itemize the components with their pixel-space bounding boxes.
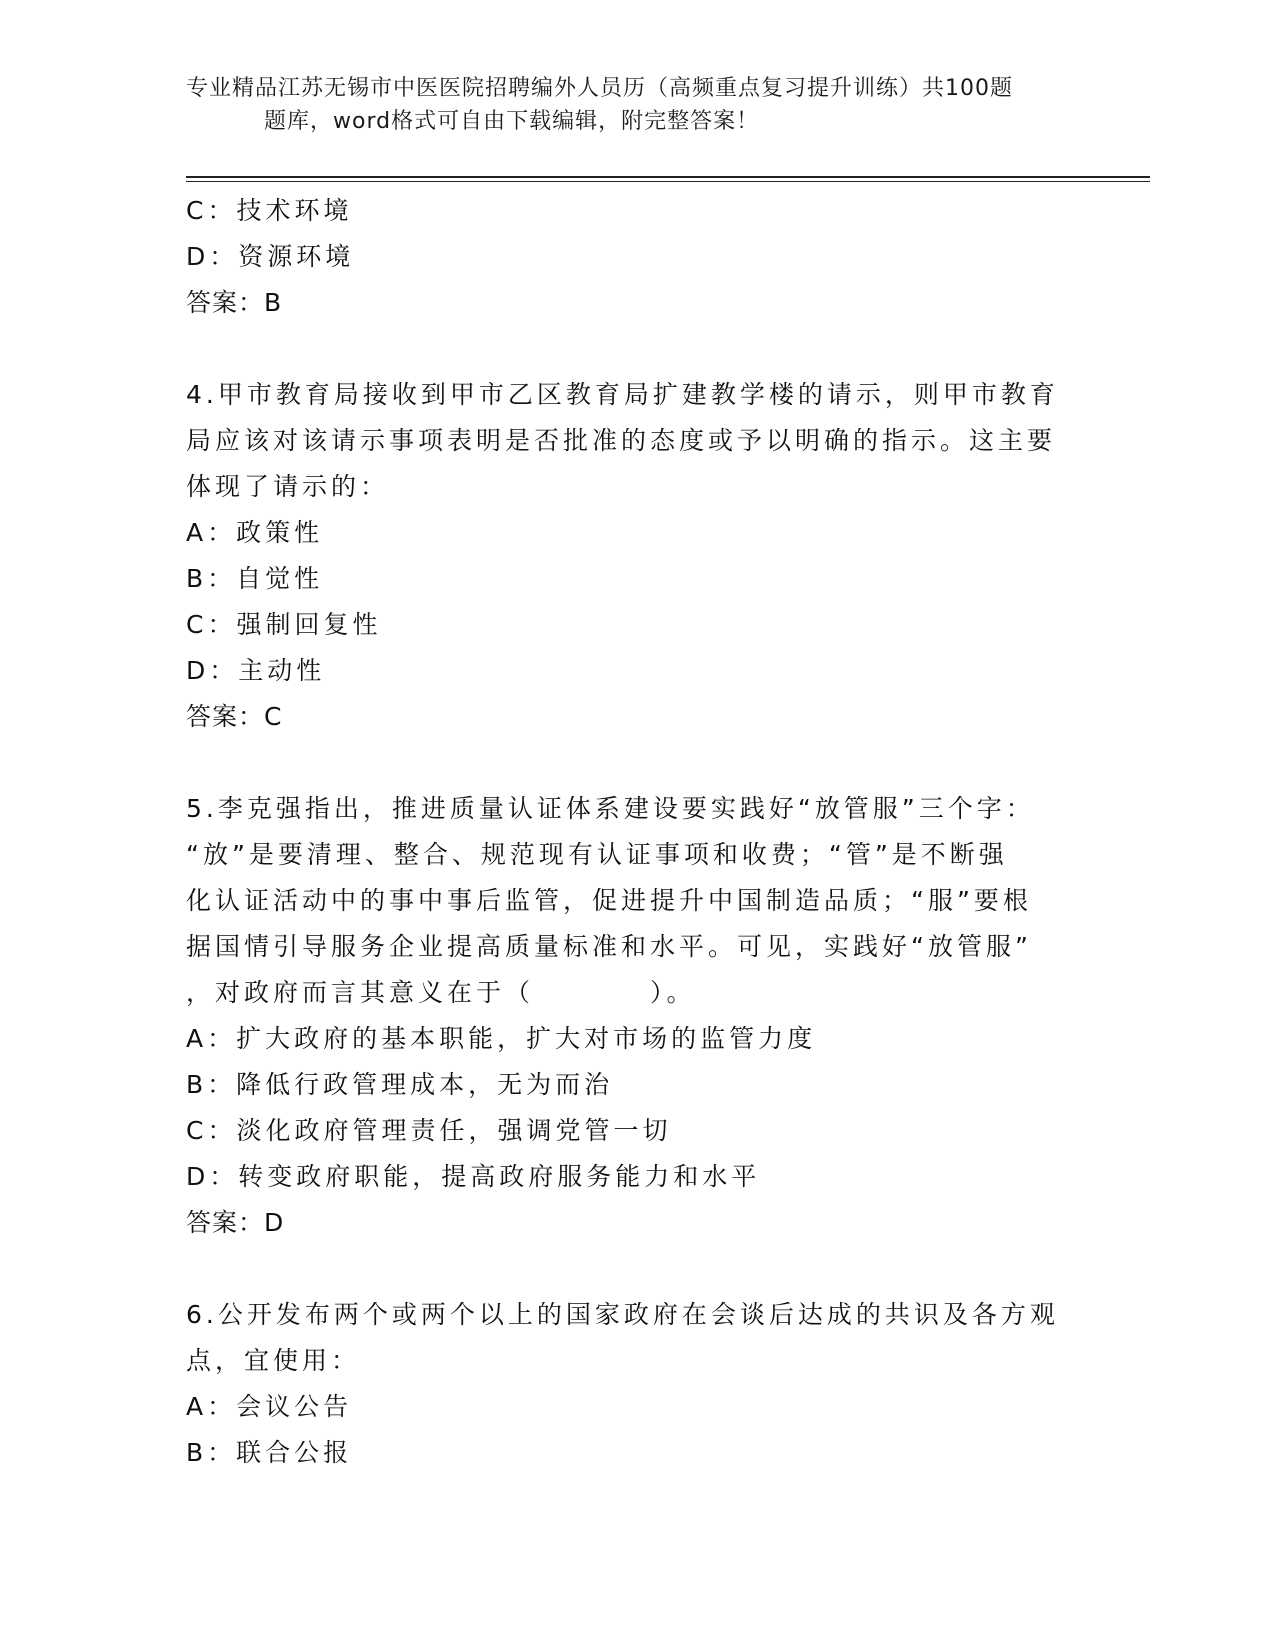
option-b: B：降低行政管理成本，无为而治 (186, 1070, 614, 1099)
question-block (186, 786, 1066, 1246)
option-d: D：主动性 (186, 656, 326, 685)
header-title-line1: 专业精品江苏无锡市中医医院招聘编外人员历（高频重点复习提升训练）共100题 (186, 76, 1013, 101)
answer-line: 答案：C (186, 702, 283, 731)
header-divider-thick (186, 176, 1150, 178)
option-d: D：转变政府职能，提高政府服务能力和水平 (186, 1162, 761, 1191)
option-c: C：强制回复性 (186, 610, 382, 639)
option-b: B：自觉性 (186, 564, 324, 593)
option-a: A：会议公告 (186, 1392, 353, 1421)
question-block (186, 372, 1066, 740)
option-a: A：扩大政府的基本职能，扩大对市场的监管力度 (186, 1024, 817, 1053)
question-content (186, 188, 1066, 1476)
option-b: B：联合公报 (186, 1438, 353, 1467)
answer-line: 答案：D (186, 1208, 285, 1237)
header-divider-thin (186, 181, 1150, 182)
question-text-line: “放”是要清理、整合、规范现有认证事项和收费；“管”是不断强 (186, 840, 1008, 869)
question-text-line: 6.公开发布两个或两个以上的国家政府在会谈后达成的共识及各方观 (186, 1300, 1059, 1329)
answer-line: 答案：B (186, 288, 283, 317)
question-text-line: 体现了请示的： (186, 472, 390, 501)
header-title-line2: 题库，word格式可自由下载编辑，附完整答案！ (264, 109, 760, 134)
question-text-line: 化认证活动中的事中事后监管，促进提升中国制造品质；“服”要根 (186, 886, 1032, 915)
option-c: C：技术环境 (186, 196, 353, 225)
option-c: C：淡化政府管理责任，强调党管一切 (186, 1116, 672, 1145)
question-text-line: ，对政府而言其意义在于（ ）。 (186, 978, 696, 1007)
question-text-line: 4.甲市教育局接收到甲市乙区教育局扩建教学楼的请示，则甲市教育 (186, 380, 1059, 409)
question-text-line: 局应该对该请示事项表明是否批准的态度或予以明确的指示。这主要 (186, 426, 1057, 455)
question-text-line: 据国情引导服务企业提高质量标准和水平。可见，实践好“放管服” (186, 932, 1032, 961)
question-text-line: 5.李克强指出，推进质量认证体系建设要实践好“放管服”三个字： (186, 794, 1035, 823)
question-block (186, 1292, 1066, 1476)
option-a: A：政策性 (186, 518, 324, 547)
option-d: D：资源环境 (186, 242, 355, 271)
document-header (186, 72, 1146, 138)
question-text-line: 点，宜使用： (186, 1346, 361, 1375)
